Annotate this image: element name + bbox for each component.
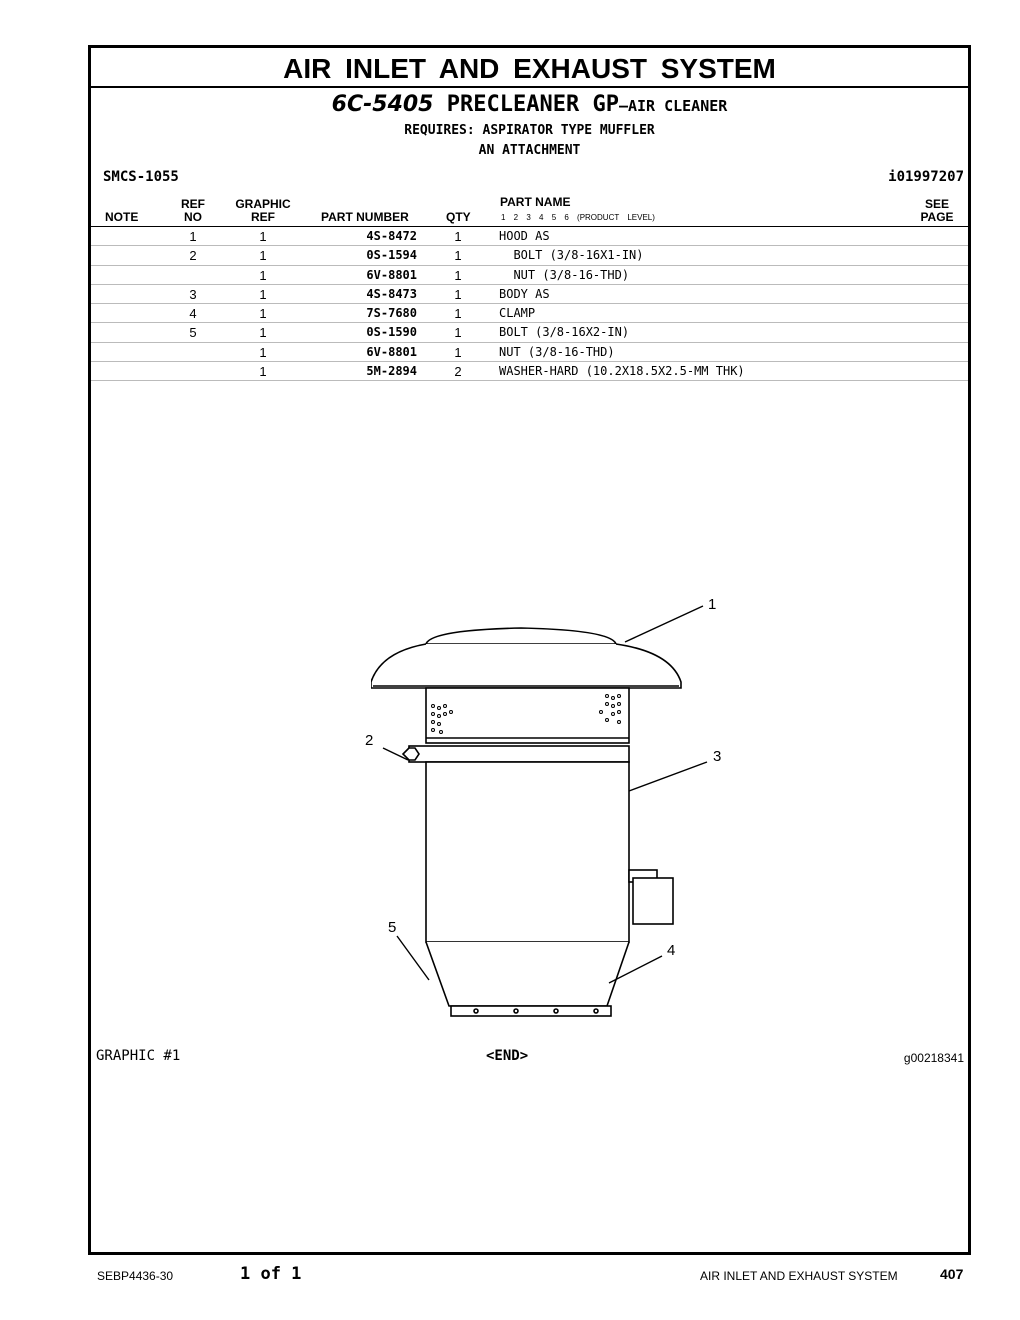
requires-note: REQUIRES: ASPIRATOR TYPE MUFFLER bbox=[404, 123, 655, 138]
graphic-ref: 1 bbox=[259, 248, 267, 264]
part-number: 6V-8801 bbox=[366, 267, 417, 282]
qty: 1 bbox=[454, 248, 462, 264]
part-name: BODY AS bbox=[499, 286, 550, 301]
page-frame bbox=[88, 45, 971, 1255]
callout-1: 1 bbox=[708, 596, 717, 613]
graphic-id: g00218341 bbox=[903, 1051, 964, 1065]
qty: 1 bbox=[454, 229, 462, 244]
graphic-label: GRAPHIC #1 bbox=[96, 1048, 181, 1064]
qty: 1 bbox=[454, 306, 462, 322]
callout-lines bbox=[91, 48, 974, 1258]
callout-2: 2 bbox=[365, 732, 374, 749]
part-number: 5M-2894 bbox=[366, 364, 417, 379]
part-name: CLAMP bbox=[499, 306, 536, 321]
part-number: 4S-8472 bbox=[366, 229, 417, 243]
part-name: BOLT (3/8-16X2-IN) bbox=[499, 325, 630, 340]
footer-doc-number: SEBP4436-30 bbox=[97, 1269, 174, 1283]
part-number: 4S-8473 bbox=[366, 286, 417, 301]
graphic-ref: 1 bbox=[259, 344, 267, 360]
graphic-ref: 1 bbox=[259, 306, 267, 322]
qty: 1 bbox=[454, 344, 462, 360]
part-name: NUT (3/8-16-THD) bbox=[499, 267, 630, 282]
footer-page-number: 407 bbox=[940, 1266, 964, 1282]
callout-5: 5 bbox=[388, 919, 397, 936]
group-name: PRECLEANER GP bbox=[446, 92, 619, 117]
group-number: 6C-5405 bbox=[331, 92, 434, 117]
graphic-ref: 1 bbox=[259, 229, 267, 244]
graphic-ref: 1 bbox=[259, 286, 267, 302]
part-number: 0S-1590 bbox=[366, 325, 417, 340]
header-graphic-ref-line1: GRAPHIC bbox=[235, 197, 291, 211]
header-part-number: PART NUMBER bbox=[321, 210, 409, 224]
part-name: WASHER-HARD (10.2X18.5X2.5-MM THK) bbox=[499, 364, 745, 379]
ref-no: 3 bbox=[189, 286, 197, 302]
ref-no: 5 bbox=[189, 325, 197, 341]
qty: 1 bbox=[454, 325, 462, 341]
footer-page-of: 1 of 1 bbox=[240, 1264, 302, 1284]
attachment-note: AN ATTACHMENT bbox=[478, 143, 581, 158]
header-ref-no-line1: REF bbox=[181, 197, 205, 211]
part-number: 0S-1594 bbox=[366, 248, 417, 263]
header-ref-no-line2: NO bbox=[184, 210, 202, 224]
graphic-ref: 1 bbox=[259, 325, 267, 341]
header-see-page-line1: SEE bbox=[924, 197, 949, 211]
qty: 1 bbox=[454, 267, 462, 283]
header-product-levels: 1 2 3 4 5 6 (PRODUCT LEVEL) bbox=[501, 213, 655, 222]
graphic-ref: 1 bbox=[259, 267, 267, 283]
part-name: HOOD AS bbox=[499, 229, 550, 243]
part-name: NUT (3/8-16-THD) bbox=[499, 344, 615, 359]
group-sub: —AIR CLEANER bbox=[618, 97, 728, 115]
qty: 1 bbox=[454, 286, 462, 302]
ref-no: 4 bbox=[189, 306, 197, 322]
part-number: 6V-8801 bbox=[366, 344, 417, 359]
ref-no: 2 bbox=[189, 248, 197, 264]
graphic-ref: 1 bbox=[259, 364, 267, 380]
section-title: AIR INLET AND EXHAUST SYSTEM bbox=[91, 48, 968, 88]
header-part-name: PART NAME bbox=[500, 195, 571, 209]
header-graphic-ref-line2: REF bbox=[251, 210, 275, 224]
part-number: 7S-7680 bbox=[366, 306, 417, 321]
part-name: BOLT (3/8-16X1-IN) bbox=[499, 248, 644, 263]
info-id: i01997207 bbox=[888, 169, 964, 185]
header-note: NOTE bbox=[105, 210, 139, 224]
smcs-code: SMCS-1055 bbox=[103, 169, 179, 185]
footer-section: AIR INLET AND EXHAUST SYSTEM bbox=[700, 1269, 898, 1283]
qty: 2 bbox=[454, 364, 462, 380]
header-qty: QTY bbox=[446, 210, 471, 224]
callout-3: 3 bbox=[713, 748, 722, 765]
header-see-page-line2: PAGE bbox=[920, 210, 954, 224]
callout-4: 4 bbox=[667, 942, 676, 959]
ref-no: 1 bbox=[189, 229, 197, 244]
end-label: <END> bbox=[486, 1048, 529, 1064]
